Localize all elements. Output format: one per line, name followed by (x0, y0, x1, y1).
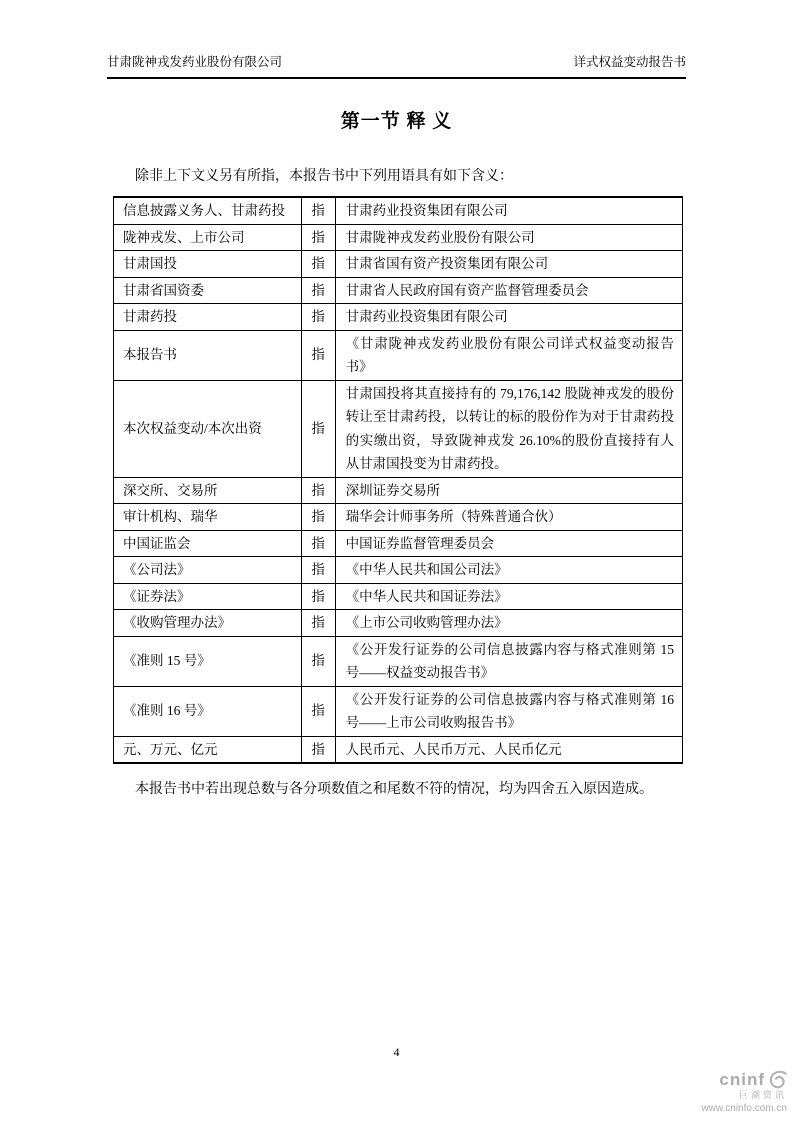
table-row (114, 736, 683, 763)
definition-cell: 中国证券监督管理委员会 (335, 530, 682, 557)
definition-cell: 《中华人民共和国证券法》 (335, 583, 682, 610)
intro-paragraph: 除非上下文义另有所指，本报告书中下列用语具有如下含义： (135, 169, 513, 184)
definition-cell: 甘肃药业投资集团有限公司 (335, 197, 682, 224)
definition-cell: 甘肃国投将其直接持有的 79,176,142 股陇神戎发的股份转让至甘肃药投，以转让的标的股份作为对于甘肃药投的实缴出资，导致陇神戎发 26.10%的股份直接持有人从甘肃国投变为甘肃药投。 (335, 380, 682, 477)
refers-cell: 指 (301, 277, 335, 304)
definition-cell: 瑞华会计师事务所（特殊普通合伙） (335, 504, 682, 531)
cninfo-chinese-name: 巨潮资讯 (738, 1090, 787, 1101)
closing-note: 本报告书中若出现总数与各分项数值之和尾数不符的情况，均为四舍五入原因造成。 (135, 782, 653, 797)
definition-cell: 《甘肃陇神戎发药业股份有限公司详式权益变动报告书》 (335, 330, 682, 380)
term-cell: 信息披露义务人、甘肃药投 (114, 197, 302, 224)
term-cell: 《公司法》 (114, 557, 302, 584)
table-row (114, 557, 683, 584)
table-row (114, 477, 683, 504)
cninfo-brand-row (701, 1070, 787, 1090)
term-cell: 深交所、交易所 (114, 477, 302, 504)
cninfo-url: www.cninfo.com.cn (701, 1102, 787, 1114)
section-title: 第一节 释 义 (340, 111, 453, 132)
table-row (114, 380, 683, 477)
term-cell: 《收购管理办法》 (114, 610, 302, 637)
definition-cell: 甘肃省国有资产投资集团有限公司 (335, 251, 682, 278)
table-row (114, 304, 683, 331)
table-row (114, 251, 683, 278)
refers-cell: 指 (301, 736, 335, 763)
refers-cell: 指 (301, 610, 335, 637)
refers-cell: 指 (301, 504, 335, 531)
definition-cell: 人民币元、人民币万元、人民币亿元 (335, 736, 682, 763)
table-row (114, 224, 683, 251)
term-cell: 甘肃药投 (114, 304, 302, 331)
table-row (114, 504, 683, 531)
refers-cell: 指 (301, 197, 335, 224)
refers-cell: 指 (301, 636, 335, 686)
refers-cell: 指 (301, 530, 335, 557)
refers-cell: 指 (301, 224, 335, 251)
refers-cell: 指 (301, 251, 335, 278)
refers-cell: 指 (301, 557, 335, 584)
refers-cell: 指 (301, 330, 335, 380)
table-row (114, 277, 683, 304)
term-cell: 《证券法》 (114, 583, 302, 610)
term-cell: 《准则 15 号》 (114, 636, 302, 686)
table-row (114, 330, 683, 380)
table-row (114, 583, 683, 610)
term-cell: 本报告书 (114, 330, 302, 380)
table-row (114, 530, 683, 557)
refers-cell: 指 (301, 380, 335, 477)
term-cell: 《准则 16 号》 (114, 686, 302, 736)
term-cell: 甘肃省国资委 (114, 277, 302, 304)
cninfo-swirl-icon (766, 1070, 787, 1089)
table-row (114, 610, 683, 637)
refers-cell: 指 (301, 477, 335, 504)
refers-cell: 指 (301, 583, 335, 610)
refers-cell: 指 (301, 686, 335, 736)
definition-cell: 《上市公司收购管理办法》 (335, 610, 682, 637)
definitions-table (113, 196, 683, 764)
definition-cell: 甘肃药业投资集团有限公司 (335, 304, 682, 331)
definition-cell: 《中华人民共和国公司法》 (335, 557, 682, 584)
table-row (114, 636, 683, 686)
term-cell: 审计机构、瑞华 (114, 504, 302, 531)
header-company-name: 甘肃陇神戎发药业股份有限公司 (107, 55, 283, 69)
definition-cell: 深圳证券交易所 (335, 477, 682, 504)
document-header (107, 52, 686, 79)
definition-cell: 《公开发行证券的公司信息披露内容与格式准则第 15 号——权益变动报告书》 (335, 636, 682, 686)
definition-cell: 甘肃省人民政府国有资产监督管理委员会 (335, 277, 682, 304)
definition-cell: 甘肃陇神戎发药业股份有限公司 (335, 224, 682, 251)
term-cell: 陇神戎发、上市公司 (114, 224, 302, 251)
cninfo-watermark (701, 1070, 787, 1114)
refers-cell: 指 (301, 304, 335, 331)
cninfo-brand-text: cninf (719, 1069, 765, 1089)
definition-cell: 《公开发行证券的公司信息披露内容与格式准则第 16 号——上市公司收购报告书》 (335, 686, 682, 736)
term-cell: 甘肃国投 (114, 251, 302, 278)
term-cell: 元、万元、亿元 (114, 736, 302, 763)
table-row (114, 197, 683, 224)
page-number: 4 (393, 1045, 400, 1059)
term-cell: 中国证监会 (114, 530, 302, 557)
term-cell: 本次权益变动/本次出资 (114, 380, 302, 477)
header-report-title: 详式权益变动报告书 (573, 55, 686, 69)
table-row (114, 686, 683, 736)
